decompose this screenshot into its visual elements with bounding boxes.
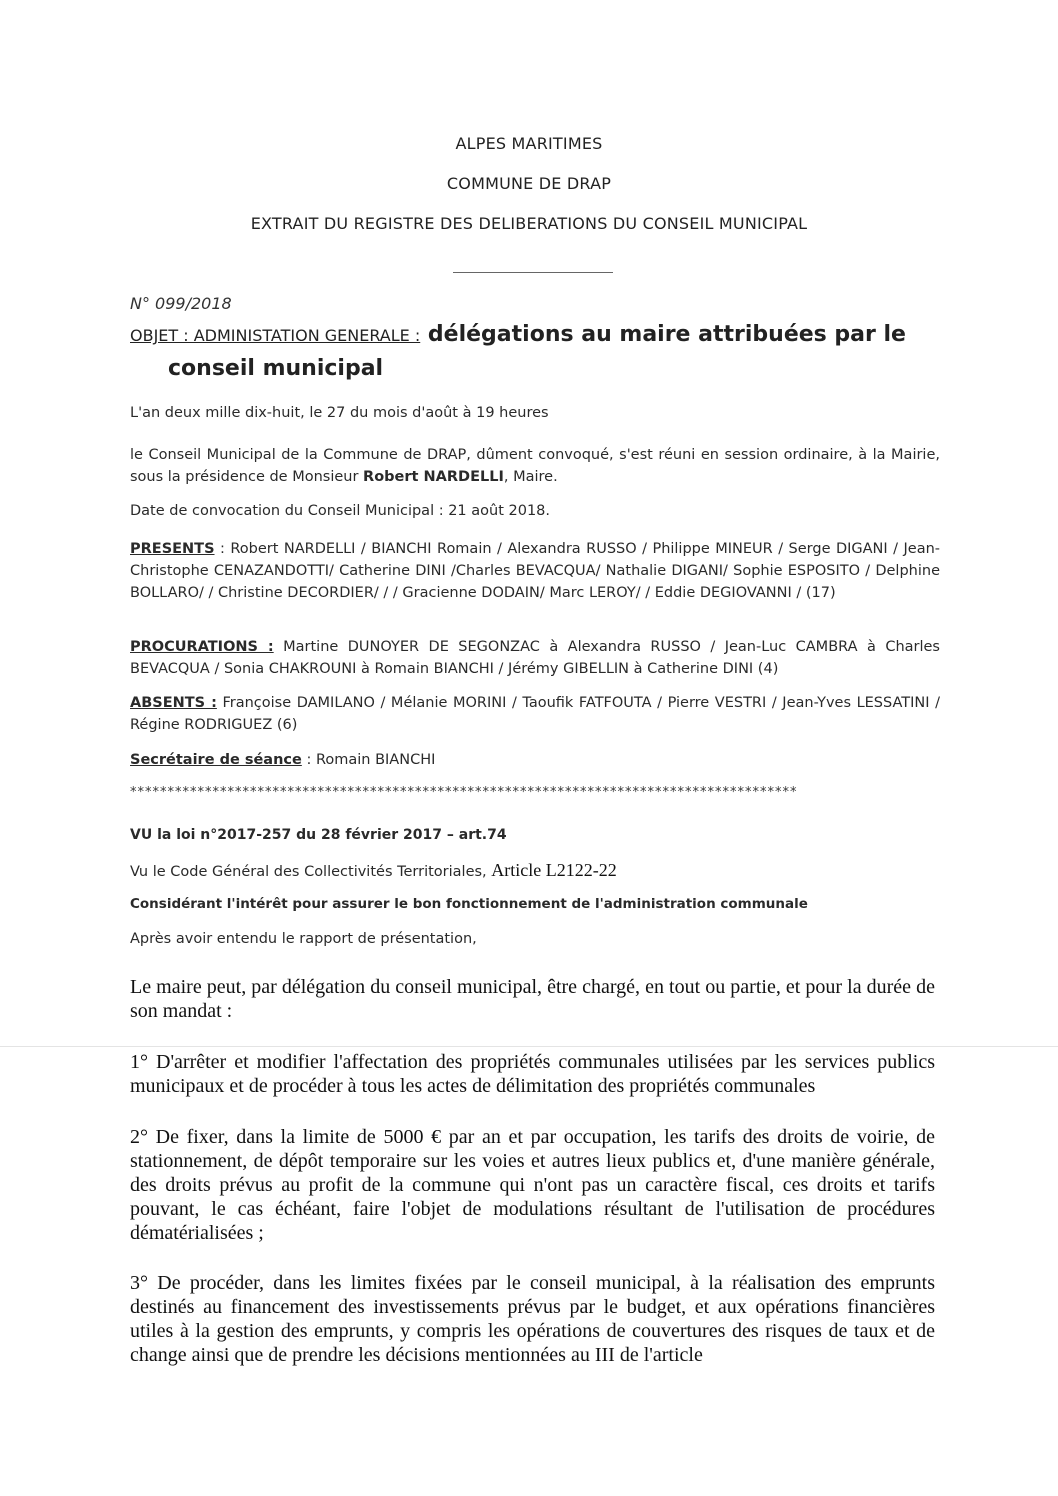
objet-title-2: conseil municipal (168, 356, 384, 381)
president-name: Robert NARDELLI (363, 469, 504, 485)
procurations-list: Martine DUNOYER DE SEGONZAC à Alexandra RUSSO / Jean-Luc CAMBRA à Charles BEVACQUA / Sonia CHAKROUNI à Romain BIANCHI / Jérémy GIBELLIN à Catherine DINI (4) (130, 639, 940, 677)
considerant: Considérant l'intérêt pour assurer le bon fonctionnement de l'administration communale (130, 896, 808, 912)
vu-code-article: Article L2122-22 (491, 860, 617, 880)
objet-label: OBJET : ADMINISTATION GENERALE : (130, 326, 421, 345)
header-divider (453, 272, 613, 273)
apres-rapport: Après avoir entendu le rapport de présentation, (130, 931, 477, 947)
presents-block (130, 538, 940, 604)
vu-code (130, 858, 940, 883)
secretary-name: : Romain BIANCHI (301, 752, 436, 768)
delegation-item-3: 3° De procéder, dans les limites fixées par le conseil municipal, à la réalisation des emprunts destinés au financement des investissements prévus par le budget, et aux opérations financières utiles à la gestion des emprunts, y compris les opérations de couvertures des risques de taux et de change ainsi que de prendre les décisions mentionnées au III de l'article (130, 1272, 935, 1366)
secretary-label: Secrétaire de séance (130, 752, 302, 768)
absents-block (130, 692, 940, 736)
session-text: le Conseil Municipal de la Commune de DRAP, dûment convoqué, s'est réuni en session ordinaire, à la Mairie, sous la présidence de Monsieur (130, 447, 940, 485)
delegation-item-2: 2° De fixer, dans la limite de 5000 € par an et par occupation, les tarifs des droits de voirie, de stationnement, de dépôt temporaire sur les voies et autres lieux publics et, d'une manière générale, des droits prévus au profit de la commune qui n'ont pas un caractère fiscal, ces droits et tarifs pouvant, le cas échéant, faire l'objet de modulations résultant de l'utilisation de procédures dématérialisées ; (130, 1126, 935, 1244)
meeting-date: L'an deux mille dix-huit, le 27 du mois d'août à 19 heures (130, 405, 549, 421)
header-department: ALPES MARITIMES (455, 134, 603, 153)
deliberation-number: N° 099/2018 (130, 294, 232, 313)
deliberation-objet (130, 318, 950, 385)
delegation-item-1: 1° D'arrêter et modifier l'affectation des propriétés communales utilisées par les services publics municipaux et de procéder à tous les actes de délimitation des propriétés communales (130, 1051, 935, 1097)
separator-line: ***************************************************************************************** (130, 785, 798, 800)
procurations-block (130, 636, 940, 680)
presents-list: : Robert NARDELLI / BIANCHI Romain / Alexandra RUSSO / Philippe MINEUR / Serge DIGANI / Jean-Christophe CENAZANDOTTI/ Catherine DINI /Charles BEVACQUA/ Nathalie DIGANI/ Sophie ESPOSITO / Delphine BOLLARO/ / Christine DECORDIER/ / / Gracienne DODAIN/ Marc LEROY/ / Eddie DEGIOVANNI / (17) (130, 541, 940, 601)
absents-list: Françoise DAMILANO / Mélanie MORINI / Taoufik FATFOUTA / Pierre VESTRI / Jean-Yves LESSATINI / Régine RODRIGUEZ (6) (130, 695, 940, 733)
session-end: , Maire. (503, 469, 558, 485)
body-intro: Le maire peut, par délégation du conseil municipal, être chargé, en tout ou partie, et pour la durée de son mandat : (130, 976, 935, 1022)
vu-loi: VU la loi n°2017-257 du 28 février 2017 – art.74 (130, 827, 507, 843)
meeting-session (130, 444, 940, 488)
header-register: EXTRAIT DU REGISTRE DES DELIBERATIONS DU CONSEIL MUNICIPAL (250, 214, 808, 233)
absents-label: ABSENTS : (130, 695, 217, 711)
scan-fold-line (0, 1046, 1058, 1047)
convocation-date: Date de convocation du Conseil Municipal : 21 août 2018. (130, 503, 551, 519)
objet-title-1: délégations au maire attribuées par le (427, 322, 906, 347)
secretary-block (130, 749, 940, 771)
procurations-label: PROCURATIONS : (130, 639, 274, 655)
presents-label: PRESENTS (130, 541, 215, 557)
header-commune: COMMUNE DE DRAP (446, 174, 612, 193)
vu-code-text: Vu le Code Général des Collectivités Territoriales, (130, 864, 492, 880)
